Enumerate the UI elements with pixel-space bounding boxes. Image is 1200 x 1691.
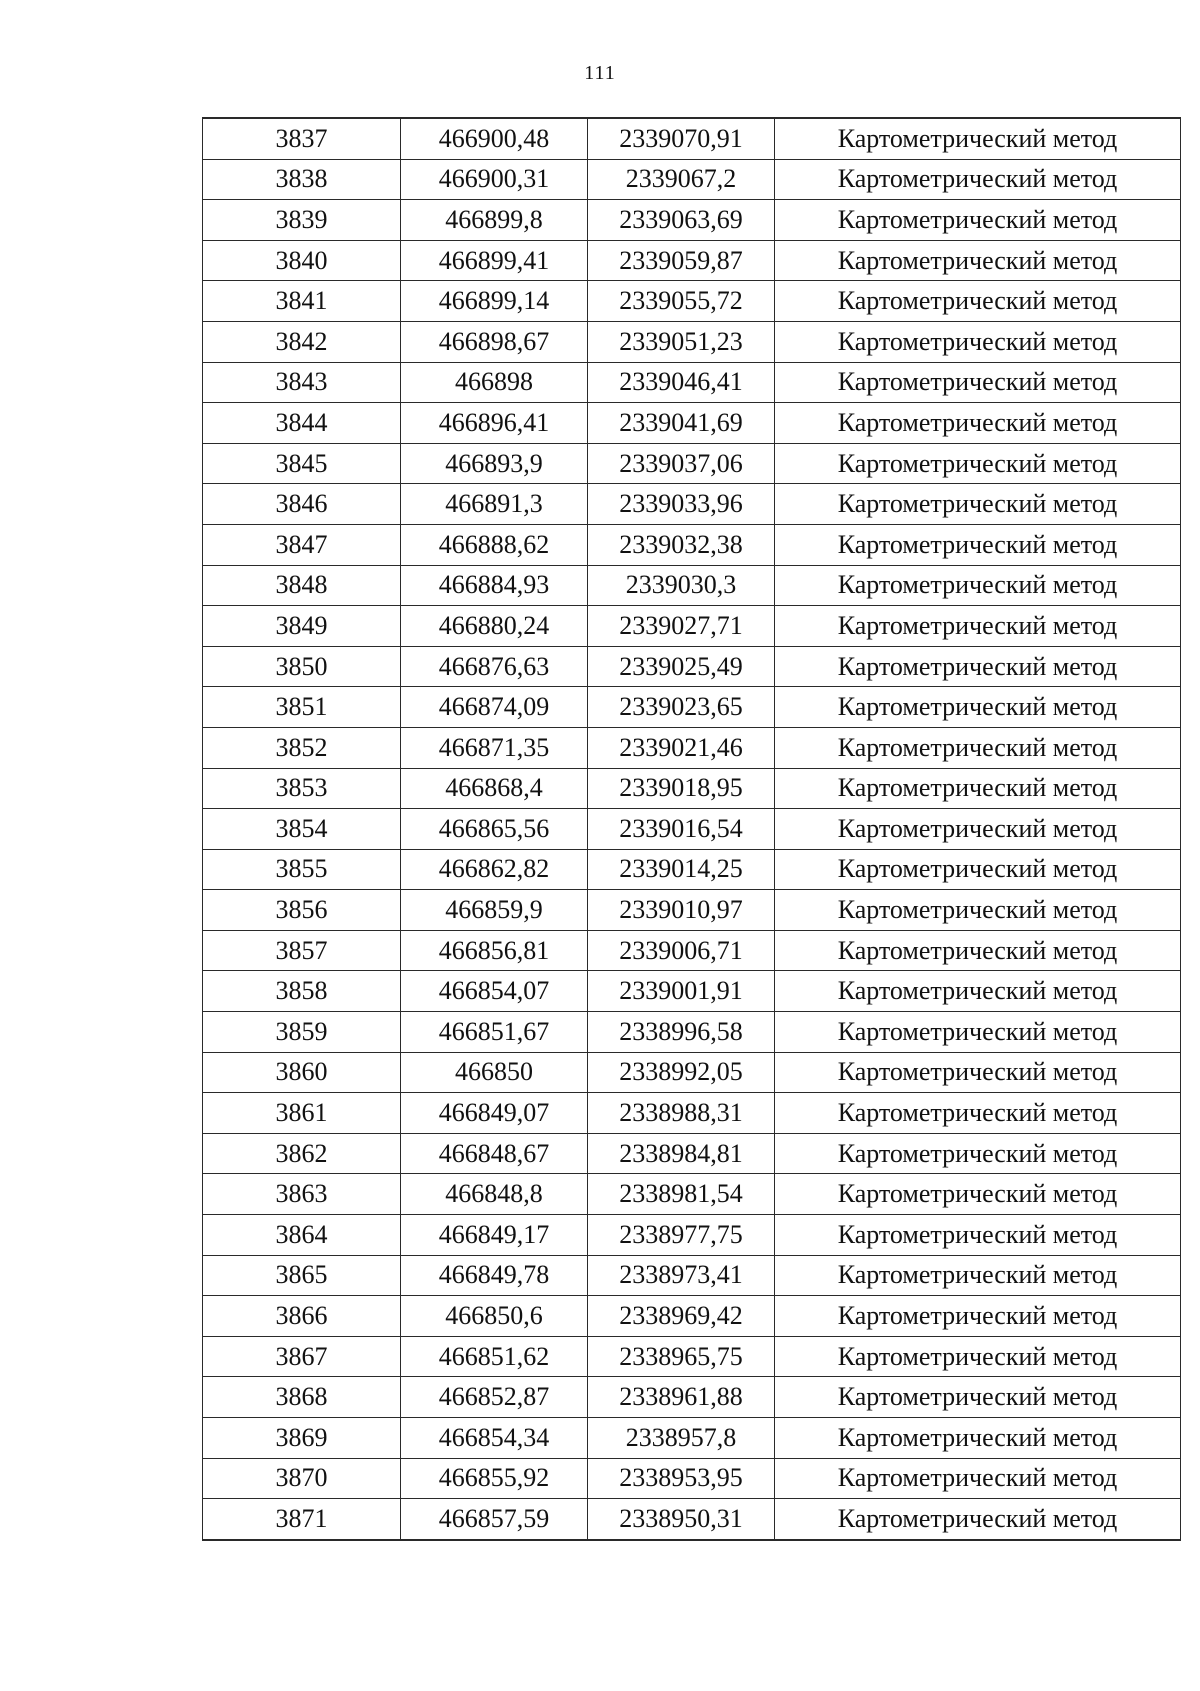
point-number-cell: 3871 [203,1499,401,1540]
point-number-cell: 3845 [203,443,401,484]
table-row [203,646,1181,687]
method-cell: Картометрический метод [775,1052,1181,1093]
method-cell: Картометрический метод [775,484,1181,525]
table-row [203,1418,1181,1459]
table-row [203,159,1181,200]
x-coordinate-cell: 466900,48 [401,118,588,159]
x-coordinate-cell: 466876,63 [401,646,588,687]
method-cell: Картометрический метод [775,890,1181,931]
point-number-cell: 3848 [203,565,401,606]
point-number-cell: 3850 [203,646,401,687]
point-number-cell: 3862 [203,1133,401,1174]
x-coordinate-cell: 466856,81 [401,930,588,971]
y-coordinate-cell: 2338977,75 [588,1215,775,1256]
table-row [203,240,1181,281]
y-coordinate-cell: 2339001,91 [588,971,775,1012]
x-coordinate-cell: 466850,6 [401,1296,588,1337]
x-coordinate-cell: 466900,31 [401,159,588,200]
x-coordinate-cell: 466865,56 [401,809,588,850]
point-number-cell: 3869 [203,1418,401,1459]
x-coordinate-cell: 466899,41 [401,240,588,281]
x-coordinate-cell: 466899,14 [401,281,588,322]
method-cell: Картометрический метод [775,606,1181,647]
method-cell: Картометрический метод [775,1418,1181,1459]
point-number-cell: 3849 [203,606,401,647]
method-cell: Картометрический метод [775,1377,1181,1418]
method-cell: Картометрический метод [775,159,1181,200]
method-cell: Картометрический метод [775,727,1181,768]
method-cell: Картометрический метод [775,1255,1181,1296]
x-coordinate-cell: 466857,59 [401,1499,588,1540]
table-row [203,768,1181,809]
point-number-cell: 3854 [203,809,401,850]
x-coordinate-cell: 466893,9 [401,443,588,484]
y-coordinate-cell: 2339055,72 [588,281,775,322]
table-row [203,1012,1181,1053]
table-row [203,403,1181,444]
point-number-cell: 3859 [203,1012,401,1053]
method-cell: Картометрический метод [775,321,1181,362]
method-cell: Картометрический метод [775,1174,1181,1215]
table-row [203,484,1181,525]
x-coordinate-cell: 466855,92 [401,1458,588,1499]
y-coordinate-cell: 2339023,65 [588,687,775,728]
y-coordinate-cell: 2338957,8 [588,1418,775,1459]
point-number-cell: 3846 [203,484,401,525]
x-coordinate-cell: 466859,9 [401,890,588,931]
method-cell: Картометрический метод [775,240,1181,281]
x-coordinate-cell: 466849,07 [401,1093,588,1134]
point-number-cell: 3847 [203,524,401,565]
method-cell: Картометрический метод [775,687,1181,728]
table-row [203,1215,1181,1256]
table-row [203,890,1181,931]
method-cell: Картометрический метод [775,809,1181,850]
y-coordinate-cell: 2339025,49 [588,646,775,687]
point-number-cell: 3868 [203,1377,401,1418]
table-row [203,1377,1181,1418]
table-row [203,118,1181,159]
table-row [203,1255,1181,1296]
x-coordinate-cell: 466868,4 [401,768,588,809]
point-number-cell: 3860 [203,1052,401,1093]
y-coordinate-cell: 2338984,81 [588,1133,775,1174]
point-number-cell: 3857 [203,930,401,971]
y-coordinate-cell: 2339051,23 [588,321,775,362]
method-cell: Картометрический метод [775,768,1181,809]
table-row [203,606,1181,647]
point-number-cell: 3852 [203,727,401,768]
point-number-cell: 3842 [203,321,401,362]
method-cell: Картометрический метод [775,971,1181,1012]
table-row [203,1174,1181,1215]
y-coordinate-cell: 2339059,87 [588,240,775,281]
y-coordinate-cell: 2339037,06 [588,443,775,484]
y-coordinate-cell: 2338961,88 [588,1377,775,1418]
method-cell: Картометрический метод [775,646,1181,687]
table-row [203,1133,1181,1174]
point-number-cell: 3838 [203,159,401,200]
table-row [203,321,1181,362]
table-row [203,524,1181,565]
method-cell: Картометрический метод [775,1215,1181,1256]
x-coordinate-cell: 466854,34 [401,1418,588,1459]
x-coordinate-cell: 466898,67 [401,321,588,362]
table-row [203,687,1181,728]
point-number-cell: 3853 [203,768,401,809]
table-row [203,727,1181,768]
point-number-cell: 3861 [203,1093,401,1134]
y-coordinate-cell: 2339016,54 [588,809,775,850]
point-number-cell: 3855 [203,849,401,890]
x-coordinate-cell: 466848,8 [401,1174,588,1215]
x-coordinate-cell: 466854,07 [401,971,588,1012]
method-cell: Картометрический метод [775,1499,1181,1540]
table-row [203,1458,1181,1499]
point-number-cell: 3851 [203,687,401,728]
table-row [203,362,1181,403]
y-coordinate-cell: 2339021,46 [588,727,775,768]
y-coordinate-cell: 2338988,31 [588,1093,775,1134]
point-number-cell: 3837 [203,118,401,159]
method-cell: Картометрический метод [775,281,1181,322]
point-number-cell: 3839 [203,200,401,241]
method-cell: Картометрический метод [775,849,1181,890]
table-row [203,849,1181,890]
x-coordinate-cell: 466871,35 [401,727,588,768]
point-number-cell: 3843 [203,362,401,403]
y-coordinate-cell: 2339046,41 [588,362,775,403]
x-coordinate-cell: 466884,93 [401,565,588,606]
method-cell: Картометрический метод [775,1296,1181,1337]
table-row [203,930,1181,971]
point-number-cell: 3867 [203,1336,401,1377]
x-coordinate-cell: 466874,09 [401,687,588,728]
y-coordinate-cell: 2339033,96 [588,484,775,525]
y-coordinate-cell: 2339030,3 [588,565,775,606]
x-coordinate-cell: 466849,78 [401,1255,588,1296]
y-coordinate-cell: 2338992,05 [588,1052,775,1093]
method-cell: Картометрический метод [775,930,1181,971]
point-number-cell: 3858 [203,971,401,1012]
y-coordinate-cell: 2339014,25 [588,849,775,890]
table-row [203,443,1181,484]
y-coordinate-cell: 2338950,31 [588,1499,775,1540]
point-number-cell: 3841 [203,281,401,322]
point-number-cell: 3844 [203,403,401,444]
table-row [203,1052,1181,1093]
point-number-cell: 3840 [203,240,401,281]
method-cell: Картометрический метод [775,1133,1181,1174]
method-cell: Картометрический метод [775,118,1181,159]
method-cell: Картометрический метод [775,1458,1181,1499]
x-coordinate-cell: 466849,17 [401,1215,588,1256]
x-coordinate-cell: 466852,87 [401,1377,588,1418]
y-coordinate-cell: 2339041,69 [588,403,775,444]
method-cell: Картометрический метод [775,200,1181,241]
y-coordinate-cell: 2338981,54 [588,1174,775,1215]
y-coordinate-cell: 2339063,69 [588,200,775,241]
x-coordinate-cell: 466880,24 [401,606,588,647]
coordinates-table [202,117,1181,1541]
x-coordinate-cell: 466896,41 [401,403,588,444]
y-coordinate-cell: 2339070,91 [588,118,775,159]
y-coordinate-cell: 2338973,41 [588,1255,775,1296]
table-row [203,1336,1181,1377]
coordinates-table-body [203,118,1181,1540]
point-number-cell: 3866 [203,1296,401,1337]
x-coordinate-cell: 466862,82 [401,849,588,890]
point-number-cell: 3865 [203,1255,401,1296]
x-coordinate-cell: 466891,3 [401,484,588,525]
method-cell: Картометрический метод [775,443,1181,484]
x-coordinate-cell: 466851,67 [401,1012,588,1053]
point-number-cell: 3856 [203,890,401,931]
page-number: 111 [584,62,616,84]
method-cell: Картометрический метод [775,362,1181,403]
y-coordinate-cell: 2338953,95 [588,1458,775,1499]
y-coordinate-cell: 2339027,71 [588,606,775,647]
x-coordinate-cell: 466851,62 [401,1336,588,1377]
y-coordinate-cell: 2339032,38 [588,524,775,565]
table-row [203,809,1181,850]
table-row [203,565,1181,606]
point-number-cell: 3864 [203,1215,401,1256]
table-row [203,1296,1181,1337]
method-cell: Картометрический метод [775,524,1181,565]
x-coordinate-cell: 466888,62 [401,524,588,565]
y-coordinate-cell: 2339006,71 [588,930,775,971]
method-cell: Картометрический метод [775,1336,1181,1377]
x-coordinate-cell: 466899,8 [401,200,588,241]
table-row [203,1499,1181,1540]
y-coordinate-cell: 2338969,42 [588,1296,775,1337]
table-row [203,281,1181,322]
table-row [203,971,1181,1012]
point-number-cell: 3870 [203,1458,401,1499]
x-coordinate-cell: 466850 [401,1052,588,1093]
table-row [203,1093,1181,1134]
y-coordinate-cell: 2339010,97 [588,890,775,931]
y-coordinate-cell: 2338996,58 [588,1012,775,1053]
method-cell: Картометрический метод [775,565,1181,606]
table-row [203,200,1181,241]
method-cell: Картометрический метод [775,1012,1181,1053]
point-number-cell: 3863 [203,1174,401,1215]
method-cell: Картометрический метод [775,1093,1181,1134]
y-coordinate-cell: 2339067,2 [588,159,775,200]
x-coordinate-cell: 466898 [401,362,588,403]
y-coordinate-cell: 2339018,95 [588,768,775,809]
y-coordinate-cell: 2338965,75 [588,1336,775,1377]
x-coordinate-cell: 466848,67 [401,1133,588,1174]
method-cell: Картометрический метод [775,403,1181,444]
